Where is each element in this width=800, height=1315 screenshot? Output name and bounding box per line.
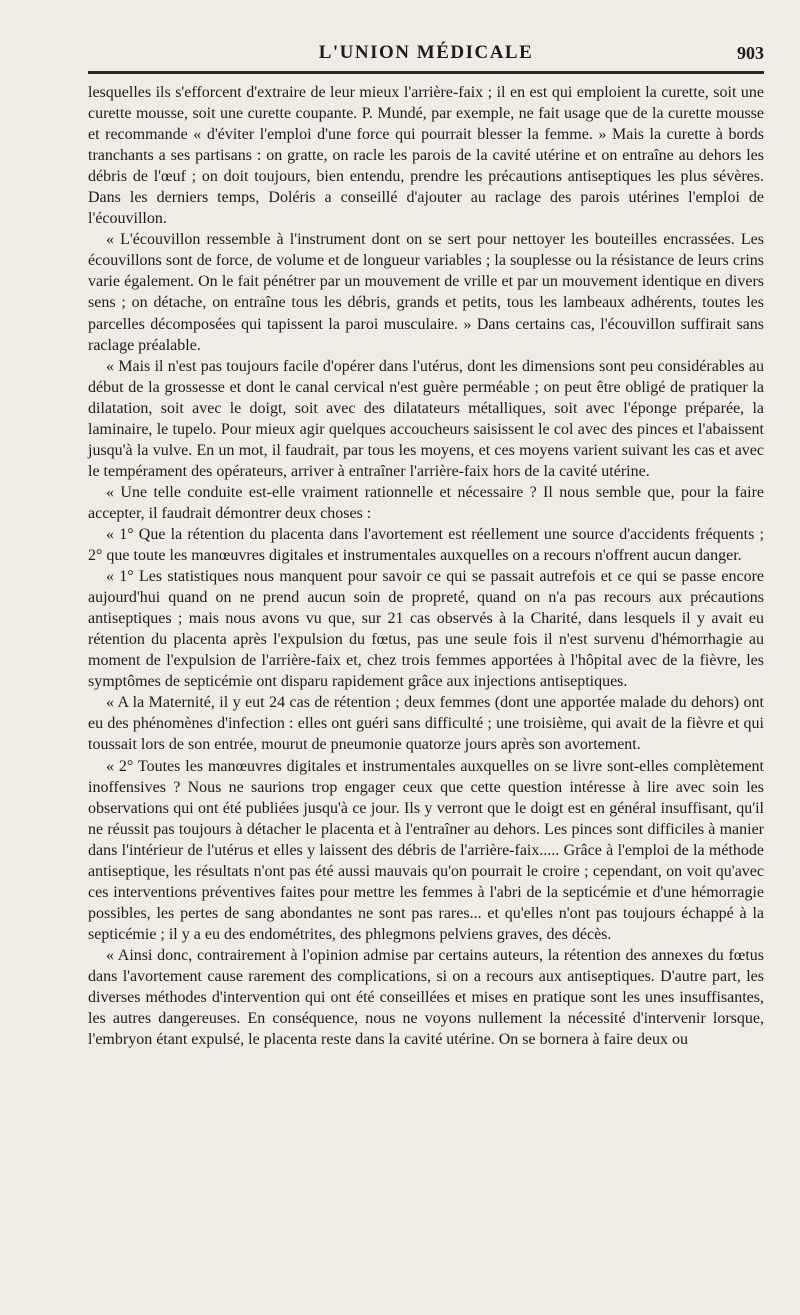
paragraph: « Mais il n'est pas toujours facile d'opérer dans l'utérus, dont les dimensions sont peu considérables au début de la grossesse et dont le canal cervical n'est guère perméable ; on peut être obligé de pratiquer la dilatation, soit avec le doigt, soit avec des dilatateurs métalliques, soit avec l'éponge préparée, la laminaire, le tupelo. Pour mieux agir quelques accoucheurs saisissent le col avec des pinces et l'abaissent jusqu'à la vulve. En un mot, il faudrait, par tous les moyens, et ces moyens varient suivant les cas et avec le tempérament des opérateurs, arriver à entraîner l'arrière-faix hors de la cavité utérine. xyxy=(88,357,764,480)
running-title: L'UNION MÉDICALE xyxy=(318,42,534,63)
paragraph: « 2° Toutes les manœuvres digitales et instrumentales auxquelles on se livre sont-elles complètement inoffensives ? Nous ne saurions trop engager ceux que cette question intéresse à lire avec soin les observations qui ont été publiées jusqu'à ce jour. Ils y verront que le doigt est en général insuffisant, qu'il ne réussit pas toujours à détacher le placenta et à l'entraîner au dehors. Les pinces sont difficiles à manier dans l'intérieur de l'utérus et elles y laissent des débris de l'arrière-faix..... Grâce à l'emploi de la méthode antiseptique, les résultats n'ont pas été aussi mauvais qu'on pourrait le croire ; cependant, on voit qu'avec ces interventions préventives faites pour mettre les femmes à l'abri de la septicémie et d'une hémorragie possibles, les pertes de sang abondantes ne sont pas rares... et qu'elles n'ont pas toujours échappé à la septicémie ; il y a eu des endométrites, des phlegmons pelviens graves, des décès. xyxy=(88,757,764,943)
paragraph: « 1° Que la rétention du placenta dans l'avortement est réellement une source d'accidents fréquents ; 2° que toute les manœuvres digitales et instrumentales auxquelles on a recours n'offrent aucun danger. xyxy=(88,525,764,565)
body-text xyxy=(88,82,764,1050)
header-rule xyxy=(88,71,764,74)
page-header xyxy=(88,38,764,68)
paragraph: « 1° Les statistiques nous manquent pour savoir ce qui se passait autrefois et ce qui se passe encore aujourd'hui quand on ne prend aucun soin de propreté, quand on n'a pas recours aux précautions antiseptiques ; mais nous avons vu que, sur 21 cas observés à la Charité, dans lesquels il y avait eu rétention du placenta après l'expulsion du fœtus, pas une seule fois il n'est survenu d'hémorrhagie au moment de l'expulsion de l'arrière-faix et, chez trois femmes apportées à l'hôpital avec de la fièvre, les symptômes de septicémie ont disparu rapidement grâce aux injections antiseptiques. xyxy=(88,568,764,691)
paragraph: « Ainsi donc, contrairement à l'opinion admise par certains auteurs, la rétention des annexes du fœtus dans l'avortement cause rarement des complications, si on a recours aux antiseptiques. D'autre part, les diverses méthodes d'intervention qui ont été conseillées et mises en pratique sont les unes insuffisantes, les autres dangereuses. En conséquence, nous ne voyons nullement la nécessité d'intervenir lorsque, l'embryon étant expulsé, le placenta reste dans la cavité utérine. On se bornera à faire deux ou xyxy=(88,946,764,1049)
paragraph: « L'écouvillon ressemble à l'instrument dont on se sert pour nettoyer les bouteilles encrassées. Les écouvillons sont de force, de volume et de longueur variables ; la souplesse ou la résistance de leurs crins varie également. On le fait pénétrer par un mouvement de vrille et par un mouvement identique en divers sens ; on détache, on entraîne tous les débris, grands et petits, tous les lambeaux adhérents, toutes les parcelles décomposées qui tapissent la paroi musculaire. » Dans certains cas, l'écouvillon suffirait sans raclage préalable. xyxy=(88,231,764,354)
page-number: 903 xyxy=(737,43,764,63)
paragraph: lesquelles ils s'efforcent d'extraire de leur mieux l'arrière-faix ; il en est qui emploient la curette, soit une curette mousse, soit une curette coupante. P. Mundé, par exemple, ne fait usage que de la curette mousse et recommande « d'éviter l'emploi d'une force qui pourrait blesser la femme. » Mais la curette à bords tranchants a ses partisans : on gratte, on racle les parois de la cavité utérine et on entraîne au dehors les débris de l'œuf ; on doit toujours, bien entendu, prendre les précautions antiseptiques les plus sévères. Dans les derniers temps, Doléris a conseillé d'ajouter au raclage des parois utérines l'emploi de l'écouvillon. xyxy=(88,84,764,228)
paragraph: « A la Maternité, il y eut 24 cas de rétention ; deux femmes (dont une apportée malade du dehors) ont eu des phénomènes d'infection : elles ont guéri sans difficulté ; une troisième, qui avait de la fièvre et qui toussait lors de son entrée, mourut de pneumonie quatorze jours après son avortement. xyxy=(88,694,764,754)
paragraph: « Une telle conduite est-elle vraiment rationnelle et nécessaire ? Il nous semble que, pour la faire accepter, il faudrait démontrer deux choses : xyxy=(88,483,764,522)
